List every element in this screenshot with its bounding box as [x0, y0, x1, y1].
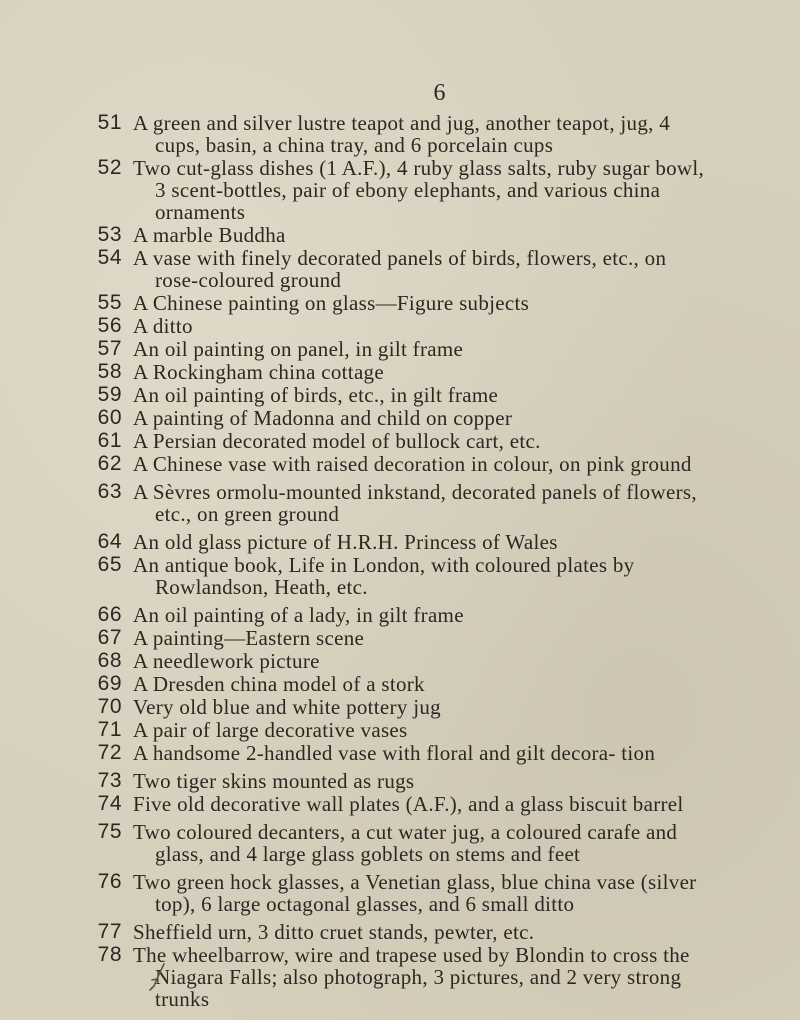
lot-description: A Chinese vase with raised decoration in colour, on pink ground: [133, 452, 692, 476]
lot-description: A painting—Eastern scene: [133, 626, 365, 650]
lot-number: 60: [97, 406, 122, 429]
lot-description: An antique book, Life in London, with coloured plates by Rowlandson, Heath, etc.: [133, 553, 635, 599]
page-number: 6: [433, 80, 447, 106]
lot-number: 59: [97, 383, 122, 406]
lot-description: A painting of Madonna and child on copper: [133, 406, 513, 430]
lot-description: A handsome 2-handled vase with floral and gilt decora- tion: [133, 741, 656, 765]
lot-number: 78: [97, 943, 122, 966]
lot-number: 67: [97, 626, 122, 649]
lot-item: [0, 453, 800, 475]
lot-description: Two coloured decanters, a cut water jug, a coloured carafe and glass, and 4 large glass goblets on stems and feet: [133, 820, 678, 866]
lot-description: A Dresden china model of a stork: [133, 672, 425, 696]
lot-number: 51: [97, 111, 122, 134]
lot-number: 70: [97, 695, 122, 718]
pencil-mark: [148, 962, 168, 992]
lot-number: 66: [97, 603, 122, 626]
lot-description: An oil painting of birds, etc., in gilt frame: [133, 383, 499, 407]
lot-number: 62: [97, 452, 122, 475]
lot-item: [0, 673, 800, 695]
lot-item: [0, 481, 800, 525]
lot-item: [0, 361, 800, 383]
lot-item: [0, 604, 800, 626]
lot-number: 75: [97, 820, 122, 843]
lot-description: Two cut-glass dishes (1 A.F.), 4 ruby glass salts, ruby sugar bowl, 3 scent-bottles, pair of ebony elephants, and various china ornaments: [133, 156, 705, 224]
lot-item: [0, 157, 800, 223]
lot-description: A pair of large decorative vases: [133, 718, 408, 742]
lot-description: A Chinese painting on glass—Figure subjects: [133, 291, 530, 315]
lot-description: Sheffield urn, 3 ditto cruet stands, pewter, etc.: [133, 920, 535, 944]
lot-description: A marble Buddha: [133, 223, 286, 247]
lot-number: 61: [97, 429, 122, 452]
lot-description: A green and silver lustre teapot and jug, another teapot, jug, 4 cups, basin, a china tray, and 6 porcelain cups: [133, 111, 671, 157]
lot-number: 56: [97, 314, 122, 337]
lot-description: An oil painting on panel, in gilt frame: [133, 337, 464, 361]
lot-number: 58: [97, 360, 122, 383]
lot-number: 73: [97, 769, 122, 792]
lot-number: 55: [97, 291, 122, 314]
lot-number: 52: [97, 156, 122, 179]
lot-description: A vase with finely decorated panels of birds, flowers, etc., on rose-coloured ground: [133, 246, 667, 292]
lot-item: [0, 944, 800, 1010]
lot-item: [0, 742, 800, 764]
lot-description: A Rockingham china cottage: [133, 360, 384, 384]
lot-description: Two green hock glasses, a Venetian glass, blue china vase (silver top), 6 large octagonal glasses, and 6 small ditto: [133, 870, 697, 916]
lot-item: [0, 224, 800, 246]
lot-item: [0, 531, 800, 553]
lot-description: An oil painting of a lady, in gilt frame: [133, 603, 464, 627]
lot-description: Two tiger skins mounted as rugs: [133, 769, 415, 793]
lot-description: A Sèvres ormolu-mounted inkstand, decorated panels of flowers, etc., on green ground: [133, 480, 697, 526]
lot-description: A ditto: [133, 314, 193, 338]
lot-number: 65: [97, 553, 122, 576]
lot-number: 64: [97, 530, 122, 553]
lot-item: [0, 696, 800, 718]
lot-number: 54: [97, 246, 122, 269]
lot-item: [0, 921, 800, 943]
lot-number: 69: [97, 672, 122, 695]
lot-description: A Persian decorated model of bullock cart, etc.: [133, 429, 541, 453]
lot-description: An old glass picture of H.R.H. Princess of Wales: [133, 530, 558, 554]
lot-number: 71: [97, 718, 122, 741]
lot-description: Five old decorative wall plates (A.F.), and a glass biscuit barrel: [133, 792, 684, 816]
lot-item: [0, 407, 800, 429]
lot-item: [0, 770, 800, 792]
lot-number: 74: [97, 792, 122, 815]
lot-list: [0, 112, 800, 1010]
lot-number: 57: [97, 337, 122, 360]
lot-item: [0, 650, 800, 672]
lot-item: [0, 719, 800, 741]
lot-number: 53: [97, 223, 122, 246]
lot-description: A needlework picture: [133, 649, 320, 673]
lot-description: The wheelbarrow, wire and trapese used by Blondin to cross the Niagara Falls; also photograph, 3 pictures, and 2 very strong trunks: [133, 943, 690, 1011]
lot-description: Very old blue and white pottery jug: [133, 695, 441, 719]
lot-item: [0, 384, 800, 406]
lot-item: [0, 292, 800, 314]
lot-item: [0, 315, 800, 337]
lot-number: 68: [97, 649, 122, 672]
lot-number: 63: [97, 480, 122, 503]
lot-item: [0, 871, 800, 915]
lot-item: [0, 247, 800, 291]
lot-number: 72: [97, 741, 122, 764]
lot-item: [0, 338, 800, 360]
lot-item: [0, 554, 800, 598]
lot-item: [0, 112, 800, 156]
lot-number: 76: [97, 870, 122, 893]
lot-item: [0, 793, 800, 815]
lot-number: 77: [97, 920, 122, 943]
lot-item: [0, 627, 800, 649]
lot-item: [0, 430, 800, 452]
lot-item: [0, 821, 800, 865]
